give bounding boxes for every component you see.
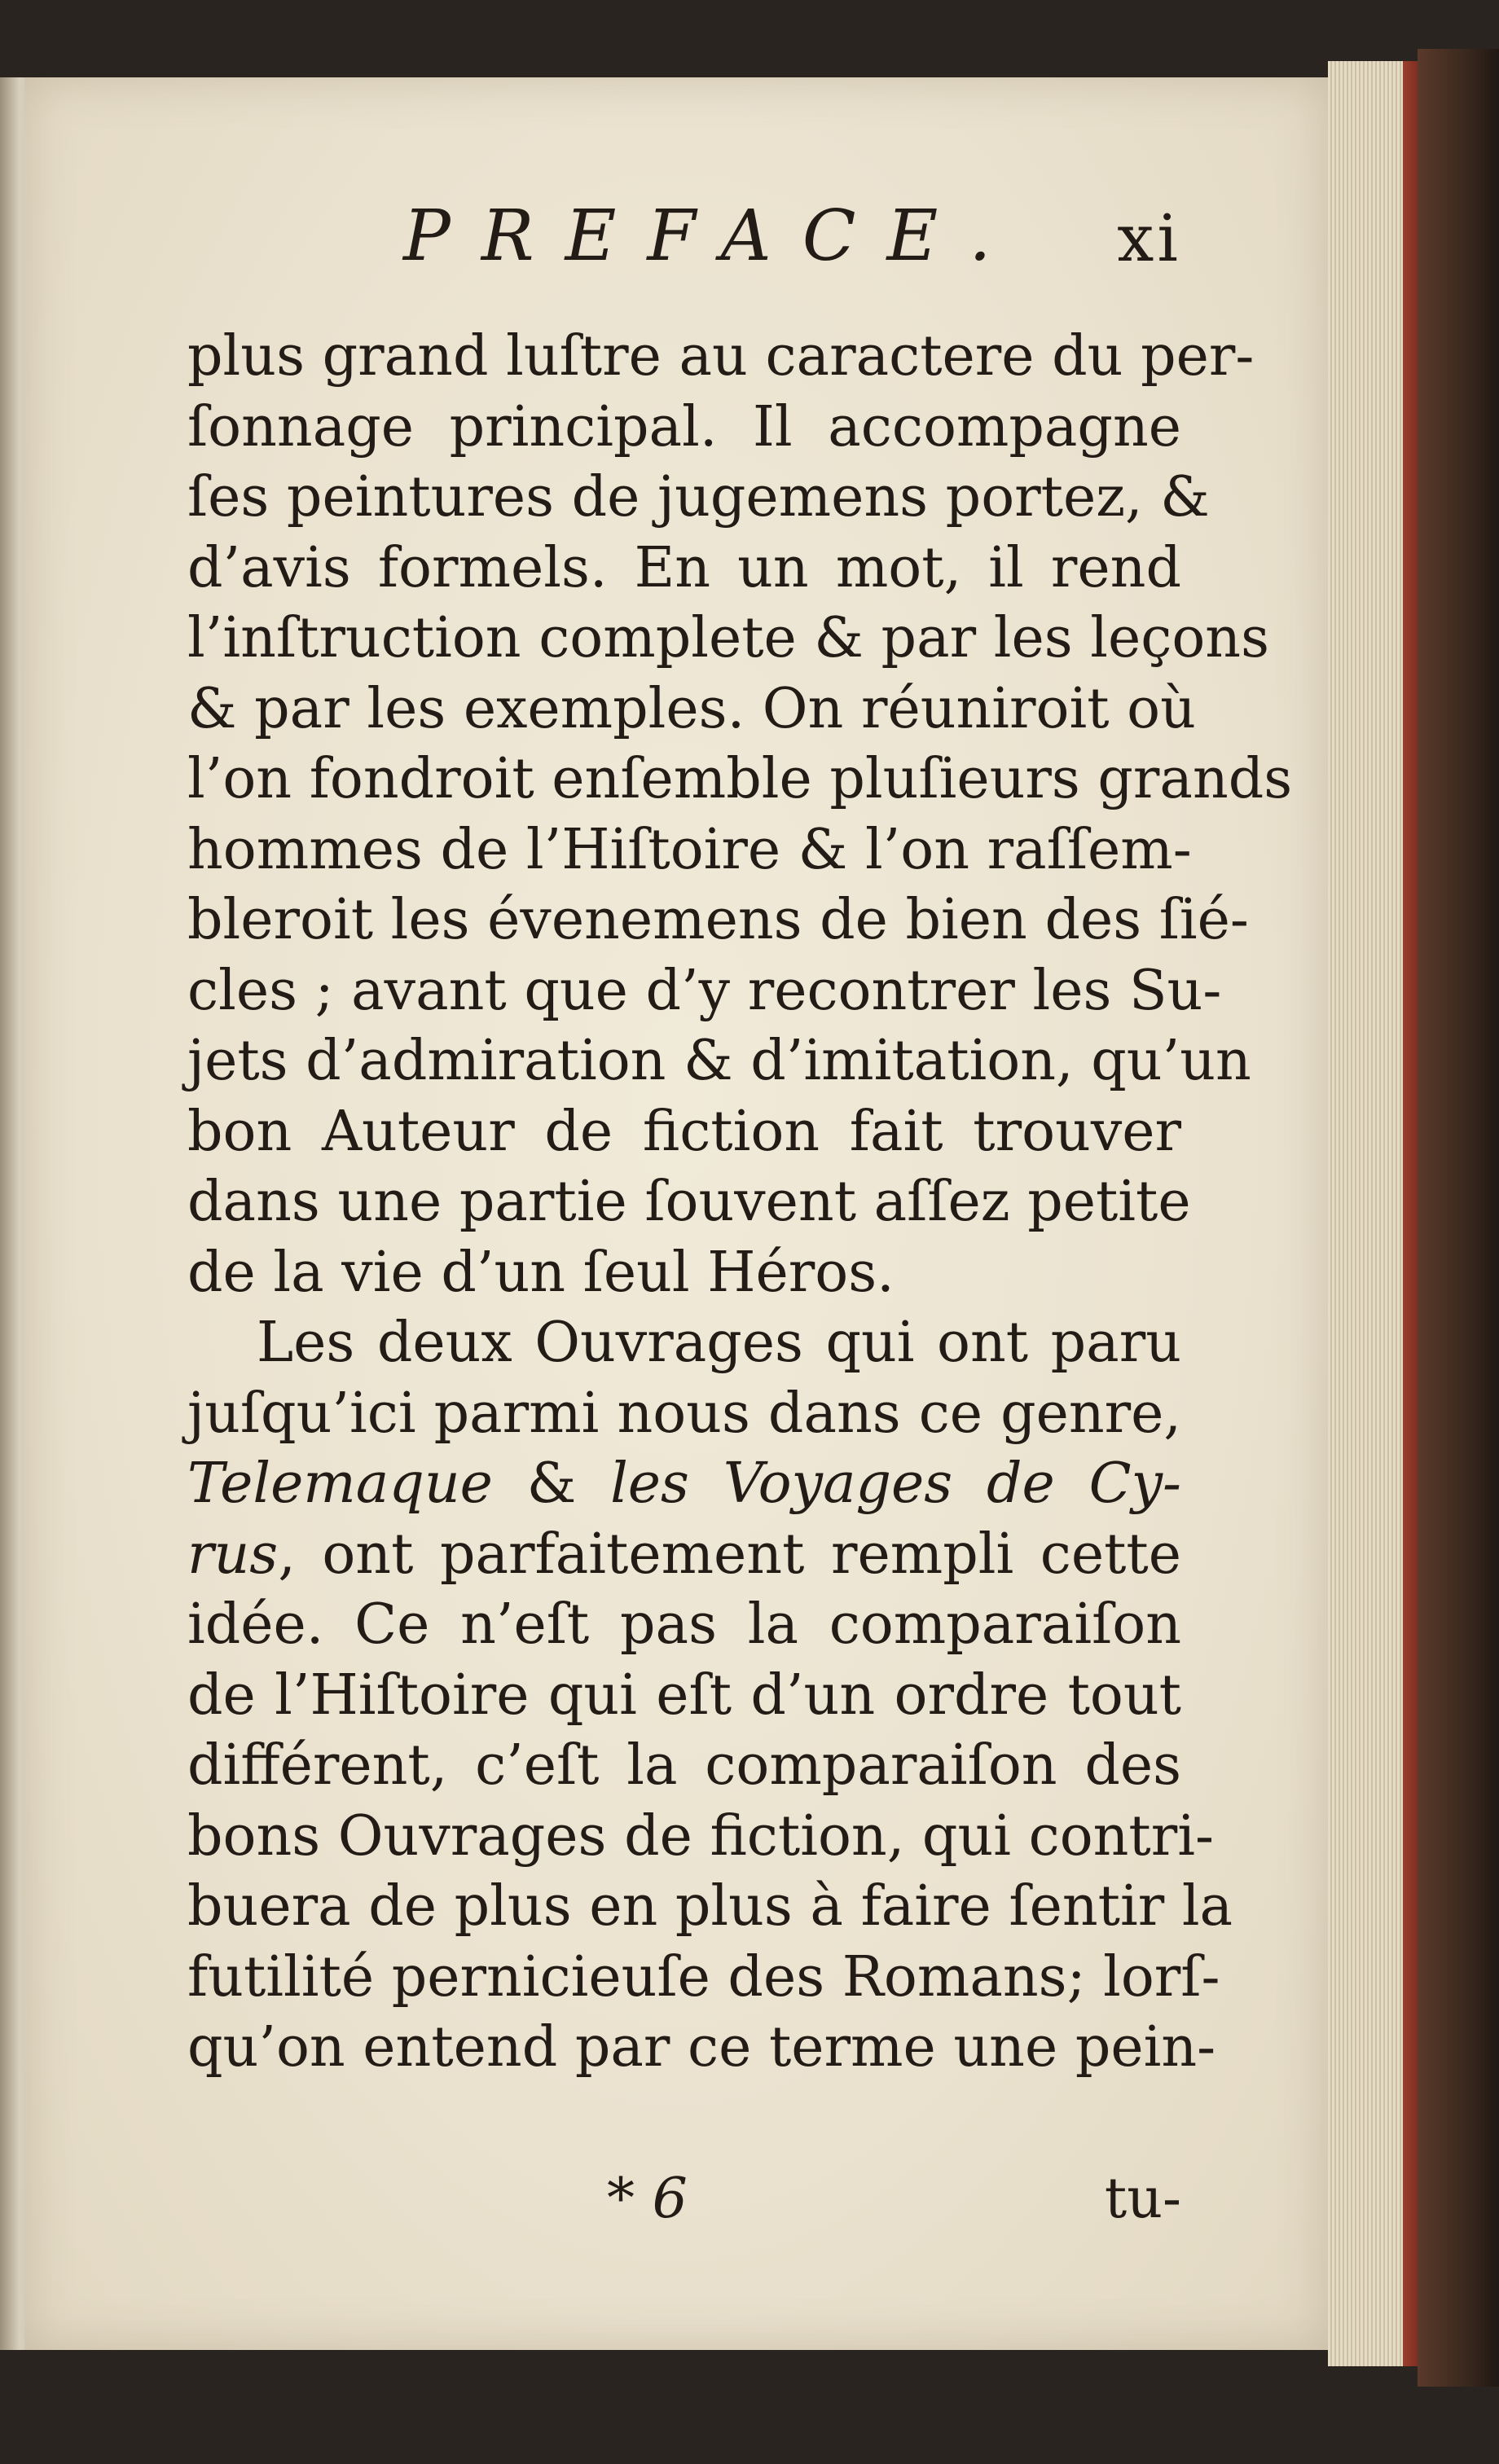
text-line: l’inſtruction complete & par les leçons (187, 606, 1269, 670)
text-line: cles ; avant que d’y recontrer les Su- (187, 958, 1222, 1023)
page-body (187, 322, 1293, 2084)
text-line: ſes peintures de jugemens portez, & (187, 465, 1210, 529)
title-voyages-de-cyrus: les Voyages de Cy- (610, 1452, 1181, 1516)
text-line: de l’Hiſtoire qui eſt d’un ordre tout (187, 1662, 1181, 1728)
line-rest: , ont parfaitement rempli cette (278, 1522, 1181, 1587)
page-footer (187, 2167, 1181, 2248)
text-line: hommes de l’Hiſtoire & l’on raſſem- (187, 817, 1192, 882)
text-line: qu’on entend par ce terme une pein- (187, 2015, 1216, 2080)
page-header (187, 195, 1181, 285)
text-line: de la vie d’un ſeul Héros. (187, 1240, 895, 1305)
title-cyrus-end: rus (187, 1522, 279, 1587)
text-line: bleroit les évenemens de bien des ſié- (187, 888, 1249, 952)
text-line: bons Ouvrages de fiction, qui contri- (187, 1803, 1214, 1869)
ampersand: & (526, 1452, 577, 1516)
text-line: & par les exemples. On réuniroit où (187, 676, 1196, 741)
text-line: bon Auteur de fiction fait trouver (187, 1099, 1181, 1164)
text-line: jets d’admiration & d’imitation, qu’un (187, 1029, 1251, 1093)
paragraph-start-line: Les deux Ouvrages qui ont paru (257, 1311, 1181, 1375)
text-line (187, 1520, 1181, 1591)
text-line: juſqu’ici parmi nous dans ce genre, (187, 1381, 1181, 1446)
page-fore-edge (1328, 61, 1418, 2366)
page-text-block (187, 77, 1293, 2350)
text-line: l’on fondroit enſemble pluſieurs grands (187, 747, 1293, 811)
book-cover-edge (1418, 49, 1499, 2387)
running-head: PREFACE. (403, 195, 1022, 277)
text-line: ſonnage principal. Il accompagne (187, 394, 1181, 459)
signature-mark: * 6 (607, 2167, 688, 2231)
text-line: d’avis formels. En un mot, il rend (187, 535, 1181, 600)
italic-titles-line (187, 1449, 1181, 1520)
book-page (24, 77, 1328, 2350)
text-line: dans une partie ſouvent aſſez petite (187, 1170, 1191, 1234)
page-number: xi (1117, 200, 1181, 276)
text-line: idée. Ce n’eſt pas la comparaiſon (187, 1592, 1181, 1657)
text-line: différent, c’eſt la comparaiſon des (187, 1733, 1181, 1798)
catchword: tu- (1104, 2167, 1181, 2231)
text-line: plus grand luſtre au caractere du per- (187, 324, 1255, 389)
text-line: buera de plus en plus à faire ſentir la (187, 1874, 1233, 1939)
text-line: futilité pernicieuſe des Romans; lorſ- (187, 1944, 1220, 2009)
title-telemaque: Telemaque (187, 1452, 493, 1516)
